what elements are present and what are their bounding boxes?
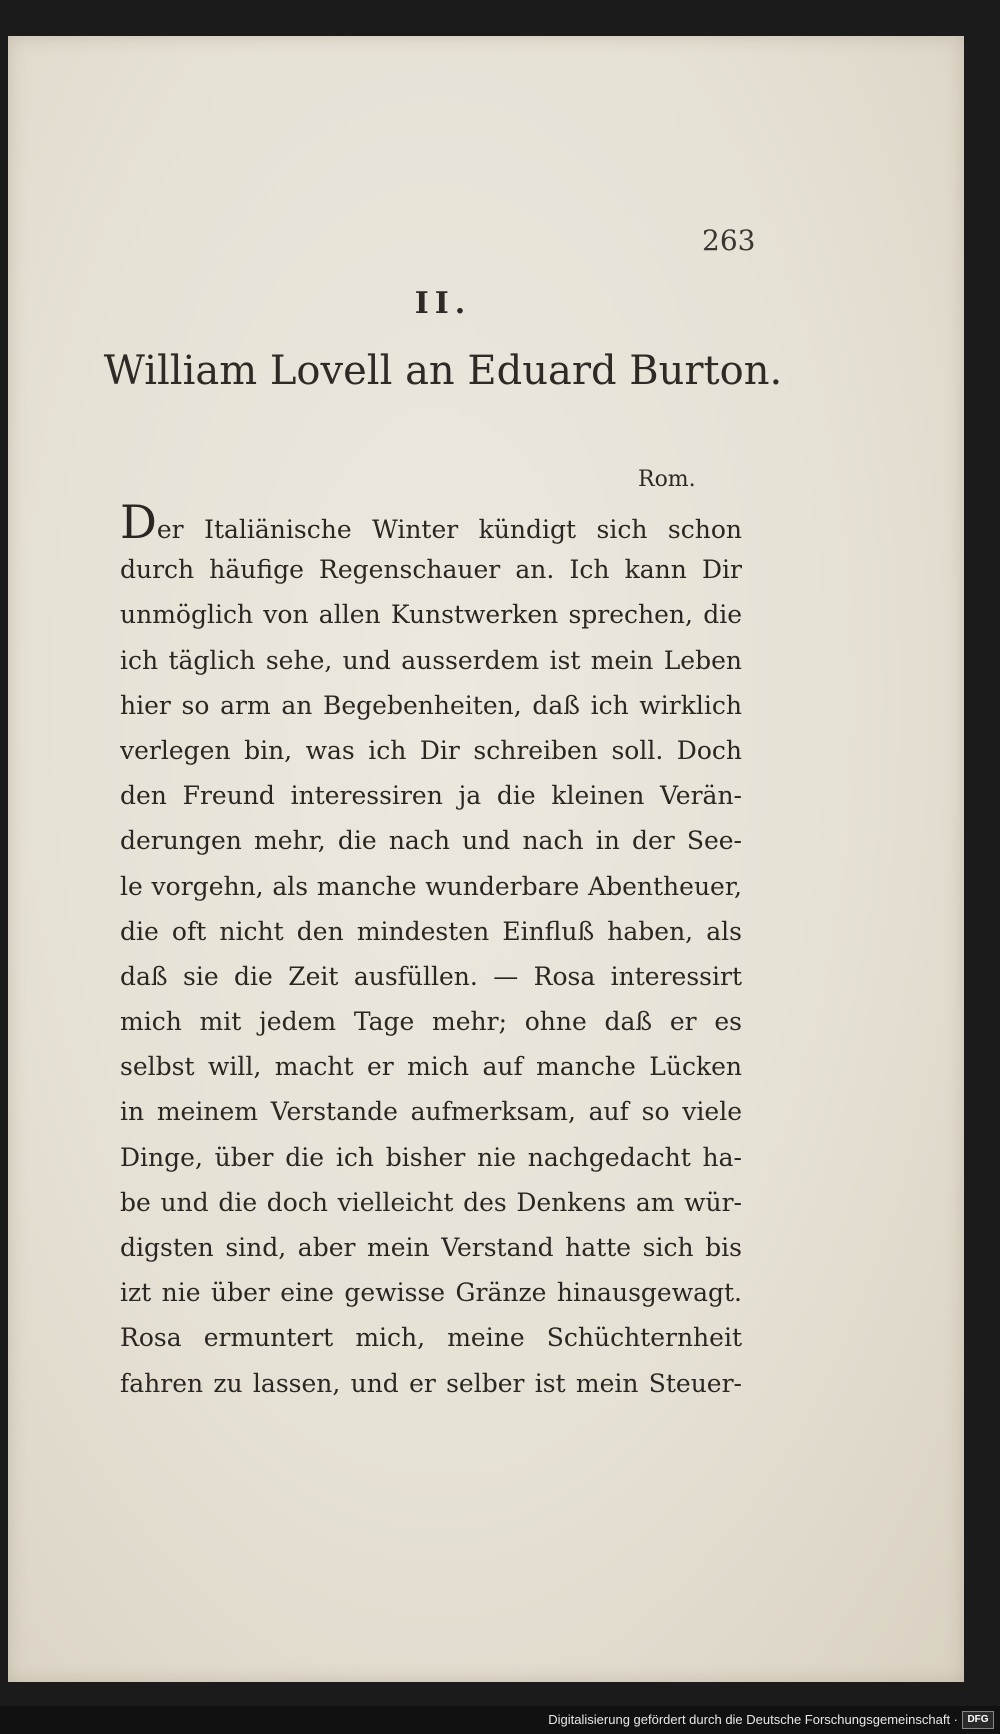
text-line: be und die doch vielleicht des Denkens am wür- — [120, 1187, 742, 1217]
text-line: Rosa ermuntert mich, meine Schüchternheit — [120, 1323, 742, 1353]
text-line: Dinge, über die ich bisher nie nachgedacht ha- — [120, 1142, 742, 1172]
text-line: Der Italiänische Winter kündigt sich schon — [120, 502, 742, 548]
text-line: digsten sind, aber mein Verstand hatte sich bis — [120, 1233, 742, 1262]
text-line: den Freund interessiren ja die kleinen Verän- — [120, 781, 742, 811]
text-line: verlegen bin, was ich Dir schreiben soll. Doch — [120, 735, 742, 765]
text-line: die oft nicht den mindesten Einfluß haben, als — [120, 916, 742, 946]
letter-body — [120, 502, 742, 1406]
text-line: in meinem Verstande aufmerksam, auf so viele — [120, 1097, 742, 1127]
text-line: hier so arm an Begebenheiten, daß ich wirklich — [120, 690, 742, 720]
text-line: unmöglich von allen Kunstwerken sprechen, die — [120, 600, 742, 630]
book-page — [8, 36, 964, 1682]
letter-heading: William Lovell an Eduard Burton. — [103, 348, 783, 394]
funding-notice: Digitalisierung gefördert durch die Deutsche Forschungsgemeinschaft · — [548, 1712, 958, 1727]
text-line: mich mit jedem Tage mehr; ohne daß er es — [120, 1007, 742, 1037]
letter-number: II. — [414, 286, 472, 321]
text-line: ich täglich sehe, und ausserdem ist mein Leben — [120, 645, 742, 675]
letter-place: Rom. — [638, 467, 696, 492]
text-line: selbst will, macht er mich auf manche Lücken — [120, 1052, 742, 1082]
dfg-logo: DFG — [962, 1711, 994, 1729]
text-line: derungen mehr, die nach und nach in der See- — [120, 826, 742, 856]
text-line: fahren zu lassen, und er selber ist mein Steuer- — [120, 1368, 742, 1398]
text-line: durch häufige Regenschauer an. Ich kann Dir — [120, 555, 742, 585]
text-line: daß sie die Zeit ausfüllen. — Rosa interessirt — [120, 961, 742, 991]
text-line: izt nie über eine gewisse Gränze hinausgewagt. — [120, 1278, 742, 1308]
footer-bar — [0, 1706, 1000, 1734]
text-line: le vorgehn, als manche wunderbare Abentheuer, — [120, 871, 742, 901]
page-number: 263 — [702, 224, 756, 257]
